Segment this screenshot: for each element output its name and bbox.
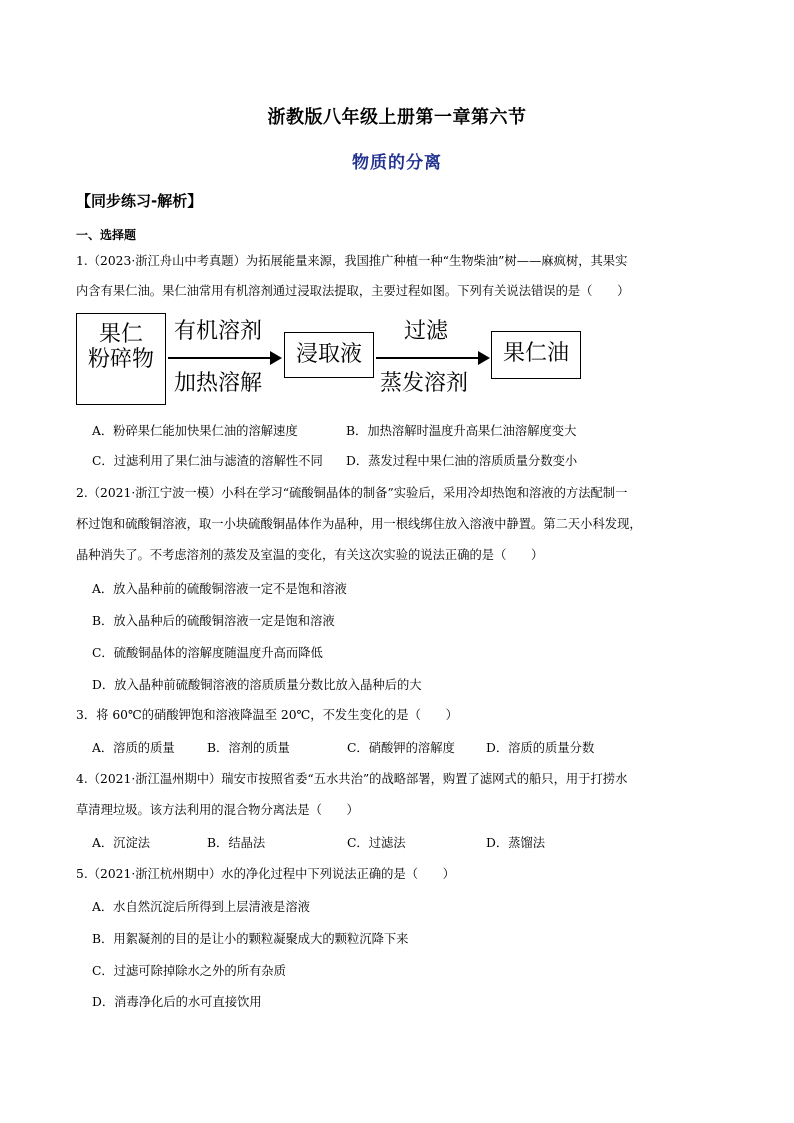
q2-option-a: A．放入晶种前的硫酸铜溶液一定不是饱和溶液 [92,582,347,596]
diagram-arrow1-bottom-label: 加热溶解 [174,371,263,396]
q1-stem-line1: 1.（2023·浙江舟山中考真题）为拓展能量来源，我国推广种植一种“生物柴油”树——麻疯树，其果实 [76,254,628,268]
diagram-arrow1-top-label: 有机溶剂 [174,319,263,344]
q1-option-c: C．过滤利用了果仁油与滤渣的溶解性不同 [92,454,323,468]
q2-stem-line3: 晶种消失了。不考虑溶剂的蒸发及室温的变化，有关这次实验的说法正确的是（ ） [76,548,544,562]
q2-stem-line1: 2.（2021·浙江宁波一模）小科在学习“硫酸铜晶体的制备”实验后，采用冷却热饱和溶液的方法配制一 [76,486,628,500]
diagram-box-oil: 果仁油 [491,331,581,379]
q3-option-a: A．溶质的质量 [92,741,175,755]
diagram-arrow2-top-label: 过滤 [404,319,449,344]
q3-option-b: B．溶剂的质量 [207,741,290,755]
q4-stem-line1: 4.（2021·浙江温州期中）瑞安市按照省委“五水共治”的战略部署，购置了滤网式的船只，用于打捞水 [76,772,628,786]
diagram-box-kernel-line2: 粉碎物 [87,347,154,373]
q5-option-a: A．水自然沉淀后所得到上层清液是溶液 [92,900,310,914]
q2-option-d: D．放入晶种前硫酸铜溶液的溶质质量分数比放入晶种后的大 [92,678,422,692]
part-heading: 一、选择题 [76,228,137,242]
q2-option-c: C．硫酸铜晶体的溶解度随温度升高而降低 [92,646,323,660]
q1-option-d: D．蒸发过程中果仁油的溶质质量分数变小 [346,454,578,468]
q4-option-a: A．沉淀法 [92,836,151,850]
q2-stem-line2: 杯过饱和硫酸铜溶液，取一小块硫酸铜晶体作为晶种，用一根线绑住放入溶液中静置。第二天小科发现， [76,517,642,531]
q4-option-b: B．结晶法 [207,836,266,850]
diagram-box-extract: 浸取液 [284,332,374,378]
q5-option-d: D．消毒净化后的水可直接饮用 [92,995,262,1009]
diagram-arrow1 [168,357,280,359]
q1-option-b: B．加热溶解时温度升高果仁油溶解度变大 [346,424,577,438]
q3-option-d: D．溶质的质量分数 [486,741,595,755]
q3-stem: 3．将 60℃的硝酸钾饱和溶液降温至 20℃，不发生变化的是（ ） [76,708,458,722]
diagram-arrow2-bottom-label: 蒸发溶剂 [380,371,469,396]
q3-option-c: C．硝酸钾的溶解度 [347,741,455,755]
document-subtitle: 物质的分离 [352,153,442,173]
q5-option-c: C．过滤可除掉除水之外的所有杂质 [92,964,286,978]
diagram-arrow2 [376,357,488,359]
q5-option-b: B．用絮凝剂的目的是让小的颗粒凝聚成大的颗粒沉降下来 [92,932,409,946]
q4-stem-line2: 草清理垃圾。该方法利用的混合物分离法是（ ） [76,803,359,817]
q4-option-c: C．过滤法 [347,836,406,850]
diagram-box-kernel [76,313,166,405]
q4-option-d: D．蒸馏法 [486,836,546,850]
q1-option-a: A．粉碎果仁能加快果仁油的溶解速度 [92,424,298,438]
q2-option-b: B．放入晶种后的硫酸铜溶液一定是饱和溶液 [92,614,335,628]
q1-stem-line2: 内含有果仁油。果仁油常用有机溶剂通过浸取法提取，主要过程如图。下列有关说法错误的是（ ） [76,284,630,298]
section-heading: 【同步练习-解析】 [76,192,203,210]
document-title: 浙教版八年级上册第一章第六节 [267,107,527,128]
diagram-box-kernel-line1: 果仁 [98,322,143,347]
q5-stem: 5.（2021·浙江杭州期中）水的净化过程中下列说法正确的是（ ） [76,867,455,881]
